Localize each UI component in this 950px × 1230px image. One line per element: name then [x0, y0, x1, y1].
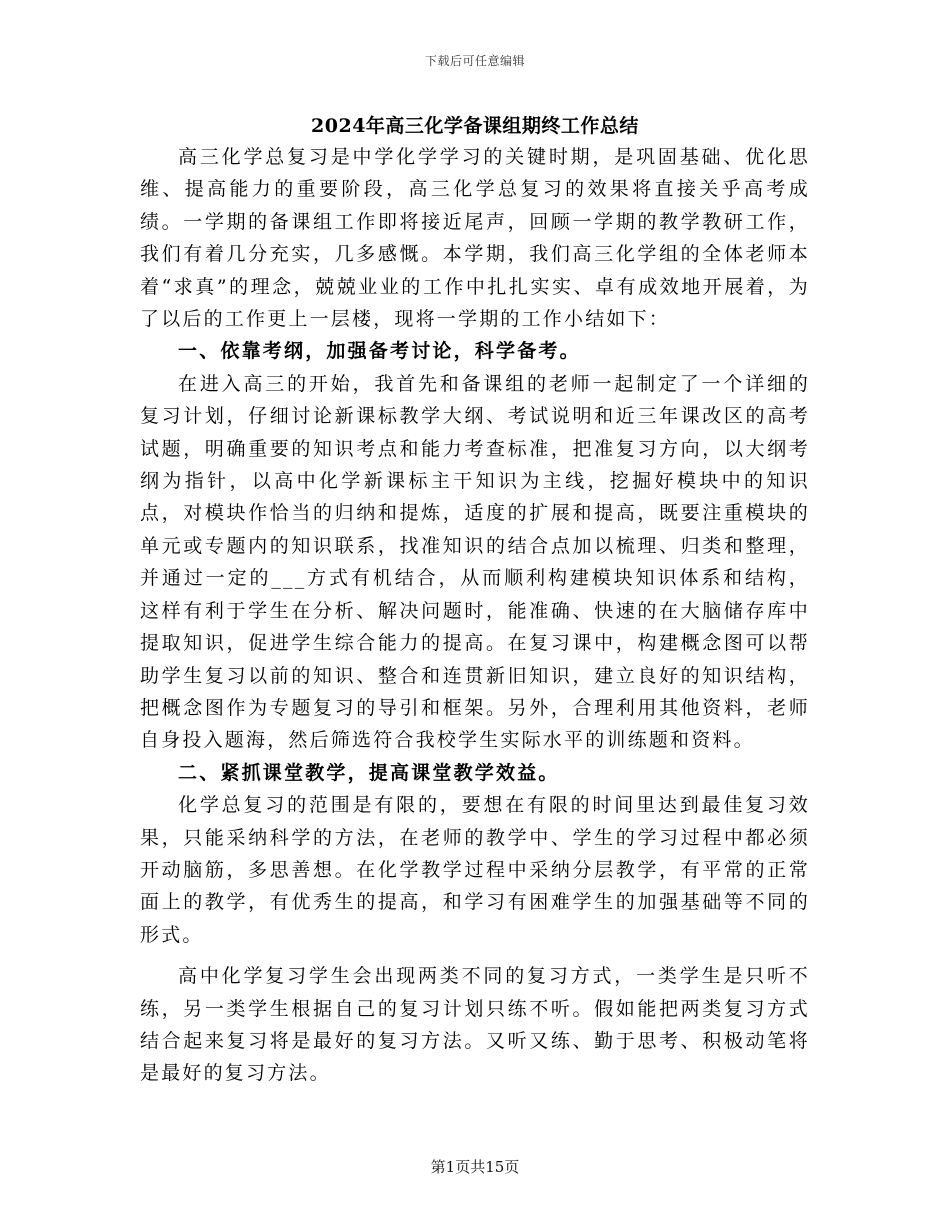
document-title: 2024年高三化学备课组期终工作总结 [311, 115, 639, 137]
header-note: 下载后可任意编辑 [424, 54, 525, 68]
page-footer: 第1页共15页 [430, 1158, 520, 1176]
intro-paragraph: 高三化学总复习是中学化学学习的关键时期，是巩固基础、优化思维、提高能力的重要阶段，高三化学总复习的效果将直接关乎高考成绩。一学期的备课组工作即将接近尾声，回顾一学期的教学教研工作，我们有着几分充实，几多感慨。本学期，我们高三化学组的全体老师本着“求真”的理念，兢兢业业的工作中扎扎实实、卓有成效地开展着，为了以后的工作更上一层楼，现将一学期的工作小结如下： [140, 146, 810, 331]
section-2-paragraph-1: 化学总复习的范围是有限的，要想在有限的时间里达到最佳复习效果，只能采纳科学的方法，在老师的教学中、学生的学习过程中都必须开动脑筋，多思善想。在化学教学过程中采纳分层教学，有平常的正常面上的教学，有优秀生的提高，和学习有困难学生的加强基础等不同的形式。 [140, 794, 810, 946]
section-heading-2: 二、紧抓课堂教学，提高课堂教学效益。 [178, 761, 560, 784]
section-heading-1: 一、依靠考纲，加强备考讨论，科学备考。 [178, 340, 581, 363]
section-1-paragraph: 在进入高三的开始，我首先和备课组的老师一起制定了一个详细的复习计划，仔细讨论新课标教学大纲、考试说明和近三年课改区的高考试题，明确重要的知识考点和能力考查标准，把准复习方向，以大纲考纲为指针，以高中化学新课标主干知识为主线，挖掘好模块中的知识点，对模块作恰当的归纳和提炼，适度的扩展和提高，既要注重模块的单元或专题内的知识联系，找准知识的结合点加以梳理、归类和整理，并通过一定的___方式有机结合，从而顺利构建模块知识体系和结构，这样有利于学生在分析、解决问题时，能准确、快速的在大脑储存库中提取知识，促进学生综合能力的提高。在复习课中，构建概念图可以帮助学生复习以前的知识、整合和连贯新旧知识，建立良好的知识结构，把概念图作为专题复习的导引和框架。另外，合理利用其他资料，老师自身投入题海，然后筛选符合我校学生实际水平的训练题和资料。 [140, 372, 810, 752]
section-2-paragraph-2: 高中化学复习学生会出现两类不同的复习方式，一类学生是只听不练，另一类学生根据自己的复习计划只练不听。假如能把两类复习方式结合起来复习将是最好的复习方法。又听又练、勤于思考、积极动笔将是最好的复习方法。 [140, 965, 810, 1085]
document-body [140, 141, 810, 1090]
